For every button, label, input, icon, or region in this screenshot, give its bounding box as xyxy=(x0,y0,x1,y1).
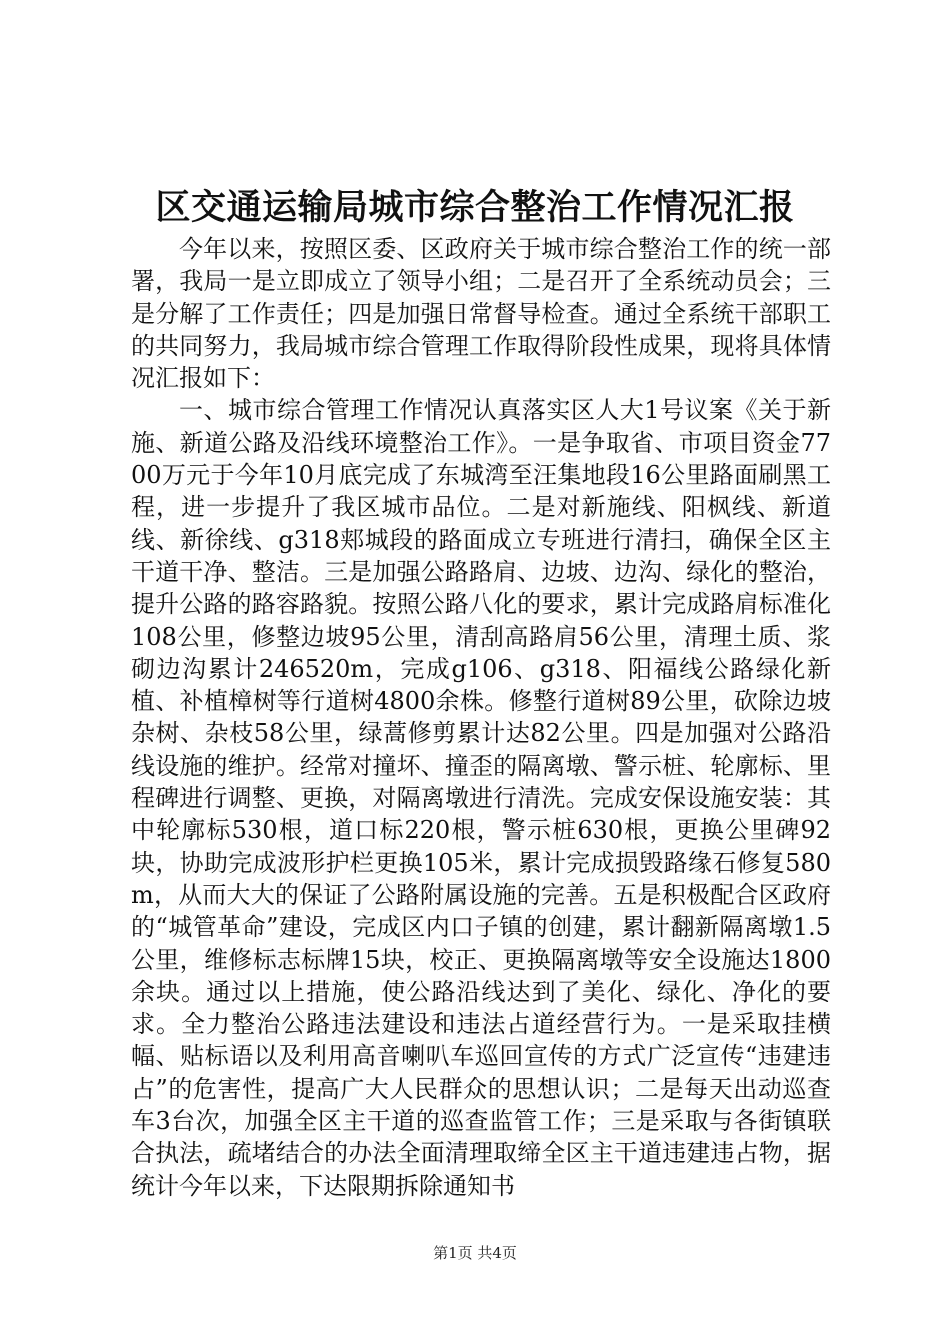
page-number-footer: 第1页 共4页 xyxy=(433,1244,517,1262)
document-body xyxy=(131,233,831,1202)
section-one-paragraph: 一、城市综合管理工作情况认真落实区人大1号议案《关于新施、新道公路及沿线环境整治工作》。一是争取省、市项目资金7700万元于今年10月底完成了东城湾至汪集地段16公里路面刷黑工程，进一步提升了我区城市品位。二是对新施线、阳枫线、新道线、新徐线、g318郏城段的路面成立专班进行清扫，确保全区主干道干净、整洁。三是加强公路路肩、边坡、边沟、绿化的整治，提升公路的路容路貌。按照公路八化的要求，累计完成路肩标准化108公里，修整边坡95公里，清刮高路肩56公里，清理土质、浆砌边沟累计246520m，完成g106、g318、阳福线公路绿化新植、补植樟树等行道树4800余株。修整行道树89公里，砍除边坡杂树、杂枝58公里，绿蒿修剪累计达82公里。四是加强对公路沿线设施的维护。经常对撞坏、撞歪的隔离墩、警示桩、轮廓标、里程碑进行调整、更换，对隔离墩进行清洗。完成安保设施安装：其中轮廓标530根，道口标220根，警示桩630根，更换公里碑92块，协助完成波形护栏更换105米，累计完成损毁路缘石修复580m，从而大大的保证了公路附属设施的完善。五是积极配合区政府的“城管革命”建设，完成区内口子镇的创建，累计翻新隔离墩1.5公里，维修标志标牌15块，校正、更换隔离墩等安全设施达1800余块。通过以上措施，使公路沿线达到了美化、绿化、净化的要求。全力整治公路违法建设和违法占道经营行为。一是采取挂横幅、贴标语以及利用高音喇叭车巡回宣传的方式广泛宣传“违建违占”的危害性，提高广大人民群众的思想认识；二是每天出动巡查车3台次，加强全区主干道的巡查监管工作；三是采取与各街镇联合执法，疏堵结合的办法全面清理取缔全区主干道违建违占物，据统计今年以来，下达限期拆除通知书 xyxy=(131,396,831,1200)
intro-paragraph: 今年以来，按照区委、区政府关于城市综合整治工作的统一部署，我局一是立即成立了领导小组；二是召开了全系统动员会；三是分解了工作责任；四是加强日常督导检查。通过全系统干部职工的共同努力，我局城市综合管理工作取得阶段性成果，现将具体情况汇报如下： xyxy=(131,235,831,393)
document-title: 区交通运输局城市综合整治工作情况汇报 xyxy=(155,187,795,228)
